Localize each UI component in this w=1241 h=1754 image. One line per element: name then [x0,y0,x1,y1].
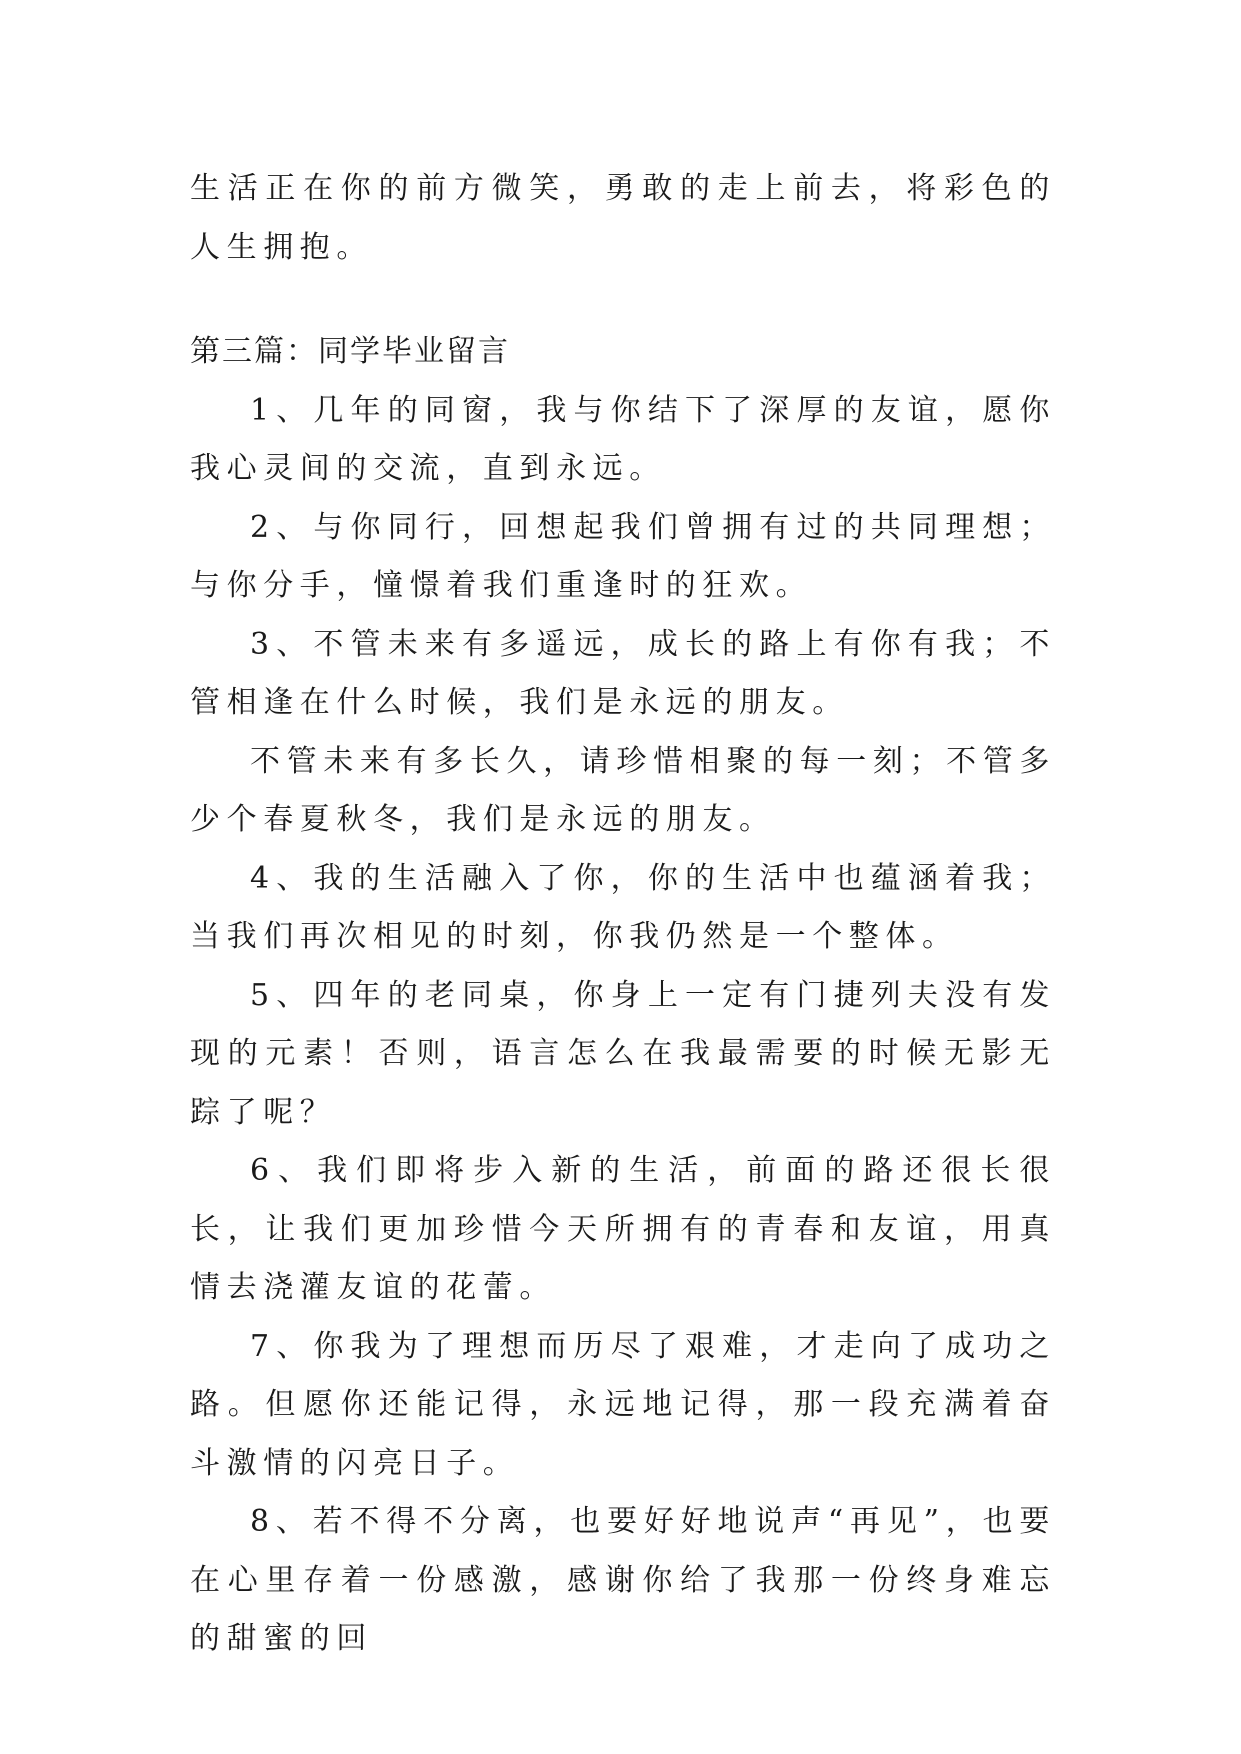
message-paragraph-7: 7、你我为了理想而历尽了艰难，才走向了成功之路。但愿你还能记得，永远地记得，那一段充满着奋斗激情的闪亮日子。 [190,1328,1056,1481]
message-paragraph-6: 6、我们即将步入新的生活，前面的路还很长很长，让我们更加珍惜今天所拥有的青春和友谊，用真情去浇灌友谊的花蕾。 [190,1153,1056,1305]
message-paragraph-3b: 不管未来有多长久，请珍惜相聚的每一刻；不管多少个春夏秋冬，我们是永远的朋友。 [190,743,1056,837]
intro-paragraph: 生活正在你的前方微笑，勇敢的走上前去，将彩色的人生拥抱。 [190,171,1056,265]
message-paragraph-1: 1、几年的同窗，我与你结下了深厚的友谊，愿你我心灵间的交流，直到永远。 [190,392,1056,486]
message-paragraph-5: 5、四年的老同桌，你身上一定有门捷列夫没有发现的元素！否则，语言怎么在我最需要的时候无影无踪了呢？ [190,977,1056,1130]
message-paragraph-2: 2、与你同行，回想起我们曾拥有过的共同理想；与你分手，憧憬着我们重逢时的狂欢。 [190,509,1056,603]
message-paragraph-8: 8、若不得不分离，也要好好地说声“再见”，也要在心里存着一份感激，感谢你给了我那一份终身难忘的甜蜜的回 [190,1504,1056,1656]
message-paragraph-3: 3、不管未来有多遥远，成长的路上有你有我；不管相逢在什么时候，我们是永远的朋友。 [190,626,1056,720]
message-paragraph-4: 4、我的生活融入了你，你的生活中也蕴涵着我；当我们再次相见的时刻，你我仍然是一个整体。 [190,860,1056,954]
section-heading: 第三篇：同学毕业留言 [190,334,510,369]
document-body [190,160,1056,1669]
